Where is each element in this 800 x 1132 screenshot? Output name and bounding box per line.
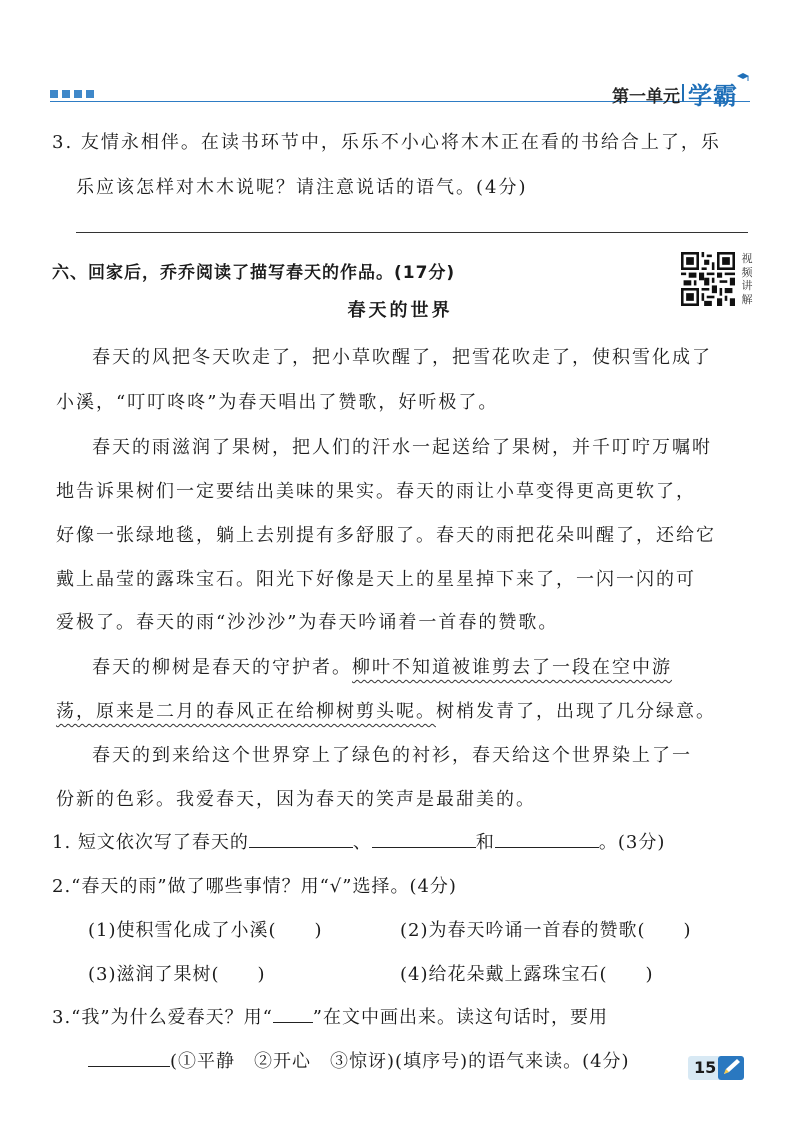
q3-prompt-a: 3.“我”为什么爱春天？用“ — [52, 1007, 273, 1028]
q1-blank-3[interactable] — [495, 829, 599, 848]
p1-line2: 小溪，“叮叮咚咚”为春天唱出了赞歌，好听极了。 — [56, 392, 499, 413]
q2-option-4[interactable]: (4)给花朵戴上露珠宝石( ) — [400, 964, 654, 985]
q3-underline-mark — [273, 1004, 313, 1023]
q1-separator: 、 — [352, 832, 372, 853]
q2-option-3[interactable]: (3)滋润了果树( ) — [88, 964, 266, 985]
q1-blank-2[interactable] — [372, 829, 476, 848]
q3-prompt-c: (①平静 ②开心 ③惊讶)(填序号)的语气来读。(4分) — [170, 1051, 630, 1072]
p2-line5: 爱极了。春天的雨“沙沙沙”为春天吟诵着一首春的赞歌。 — [56, 612, 559, 633]
p3-line1 — [92, 653, 672, 679]
p2-line2: 地告诉果树们一定要结出美味的果实。春天的雨让小草变得更高更软了， — [56, 481, 696, 502]
p3-line1-plain: 春天的柳树是春天的守护者。 — [92, 657, 352, 678]
q2-option-1[interactable]: (1)使积雪化成了小溪( ) — [88, 920, 323, 941]
qr-label: 视频讲解 — [741, 252, 753, 306]
header-decoration — [50, 90, 94, 98]
section6-heading: 六、回家后，乔乔阅读了描写春天的作品。(17分) — [52, 263, 456, 283]
pencil-icon — [718, 1056, 744, 1080]
p3-line1-wavy: 柳叶不知道被谁剪去了一段在空中游 — [352, 657, 672, 678]
prev-q3-line2: 乐应该怎样对木木说呢？请注意说话的语气。(4分) — [76, 177, 528, 198]
prev-q3-line1: 3. 友情永相伴。在读书环节中，乐乐不小心将木木正在看的书给合上了，乐 — [52, 132, 721, 153]
q3-blank[interactable] — [88, 1048, 170, 1067]
p3-line2-plain: 树梢发青了，出现了几分绿意。 — [436, 701, 716, 722]
q1-prompt: 1. 短文依次写了春天的 — [52, 832, 249, 853]
q1-and: 和 — [475, 832, 495, 853]
unit-label: 第一单元 — [612, 87, 680, 107]
q1 — [52, 828, 665, 854]
page-number: 15 — [694, 1058, 717, 1077]
p2-line3: 好像一张绿地毯，躺上去别提有多舒服了。春天的雨把花朵叫醒了，还给它 — [56, 525, 716, 546]
p4-line2: 份新的色彩。我爱春天，因为春天的笑声是最甜美的。 — [56, 789, 536, 810]
p2-line4: 戴上晶莹的露珠宝石。阳光下好像是天上的星星掉下来了，一闪一闪的可 — [56, 569, 696, 590]
article-title: 春天的世界 — [347, 300, 453, 321]
q2-prompt: 2.“春天的雨”做了哪些事情？用“√”选择。(4分) — [52, 876, 457, 897]
p1-line1: 春天的风把冬天吹走了，把小草吹醒了，把雪花吹走了，使积雪化成了 — [92, 347, 712, 368]
answer-line[interactable] — [76, 232, 748, 233]
header-separator — [682, 84, 684, 102]
p2-line1: 春天的雨滋润了果树，把人们的汗水一起送给了果树，并千叮咛万嘱咐 — [92, 437, 712, 458]
q2-option-2[interactable]: (2)为春天吟诵一首春的赞歌( ) — [400, 920, 692, 941]
q1-end: 。(3分) — [598, 832, 666, 853]
p3-line2 — [56, 697, 716, 723]
brand-logo: 学霸 — [688, 82, 738, 110]
p4-line1: 春天的到来给这个世界穿上了绿色的衬衫，春天给这个世界染上了一 — [92, 745, 692, 766]
p3-line2-wavy: 荡，原来是二月的春风正在给柳树剪头呢。 — [56, 701, 436, 722]
q3-line2 — [88, 1047, 630, 1073]
graduation-cap-icon — [736, 72, 750, 84]
q1-blank-1[interactable] — [249, 829, 353, 848]
q3-prompt-b: ”在文中画出来。读这句话时，要用 — [312, 1007, 608, 1028]
q3 — [52, 1003, 608, 1029]
